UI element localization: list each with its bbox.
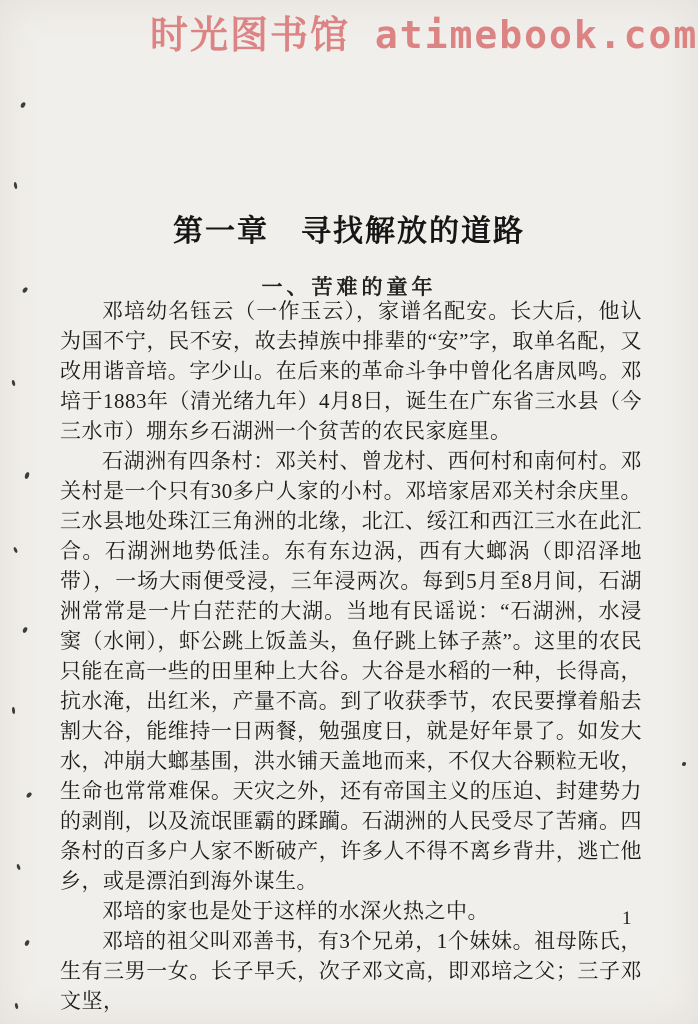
scan-artifact — [24, 472, 30, 480]
paragraph-4: 邓培的祖父叫邓善书，有3个兄弟，1个妹妹。祖母陈氏，生有三男一女。长子早夭，次子邓文高，即邓培之父；三子邓文坚， — [60, 929, 642, 1013]
scan-artifact — [13, 547, 19, 554]
scan-artifact — [20, 101, 26, 108]
section-title: 一、苦难的童年 — [261, 275, 437, 300]
scan-artifact — [13, 182, 18, 190]
paragraph-3: 邓培的家也是处于这样的水深火热之中。 — [102, 899, 489, 923]
body-text — [60, 296, 642, 1016]
site-watermark: 时光图书馆 atimebook.com — [150, 13, 698, 57]
chapter-title: 第一章 寻找解放的道路 — [173, 215, 525, 249]
scan-artifact — [22, 626, 28, 633]
scan-artifact — [11, 380, 16, 387]
page-number: 1 — [622, 908, 632, 929]
scan-artifact — [26, 791, 33, 798]
scan-artifact — [14, 1003, 19, 1010]
scan-artifact — [24, 940, 30, 947]
scan-artifact — [682, 762, 686, 766]
scan-artifact — [16, 864, 21, 871]
paragraph-1: 邓培幼名钰云（一作玉云），家谱名配安。长大后，他认为国不宁，民不安，故去掉族中排辈的“安”字，取单名配，又改用谐音培。字少山。在后来的革命斗争中曾化名唐凤鸣。邓培于1883年（清光绪九年）4月8日，诞生在广东省三水县（今三水市）堋东乡石湖洲一个贫苦的农民家庭里。 — [60, 299, 642, 443]
scan-artifact — [11, 707, 15, 714]
paragraph-2: 石湖洲有四条村：邓关村、曾龙村、西何村和南何村。邓关村是一个只有30多户人家的小村。邓培家居邓关村余庆里。三水县地处珠江三角洲的北缘，北江、绥江和西江三水在此汇合。石湖洲地势低洼。东有东边涡，西有大螂涡（即沼泽地带），一场大雨便受浸，三年浸两次。每到5月至8月间，石湖洲常常是一片白茫茫的大湖。当地有民谣说：“石湖洲，水浸窦（水闸），虾公跳上饭盖头，鱼仔跳上钵子蒸”。这里的农民只能在高一些的田里种上大谷。大谷是水稻的一种，长得高，抗水淹，出红米，产量不高。到了收获季节，农民要撑着船去割大谷，能维持一日两餐，勉强度日，就是好年景了。如发大水，冲崩大螂基围，洪水铺天盖地而来，不仅大谷颗粒无收，生命也常常难保。天灾之外，还有帝国主义的压迫、封建势力的剥削，以及流氓匪霸的蹂躏。石湖洲的人民受尽了苦痛。四条村的百多户人家不断破产，许多人不得不离乡背井，逃亡他乡，或是漂泊到海外谋生。 — [60, 449, 642, 893]
